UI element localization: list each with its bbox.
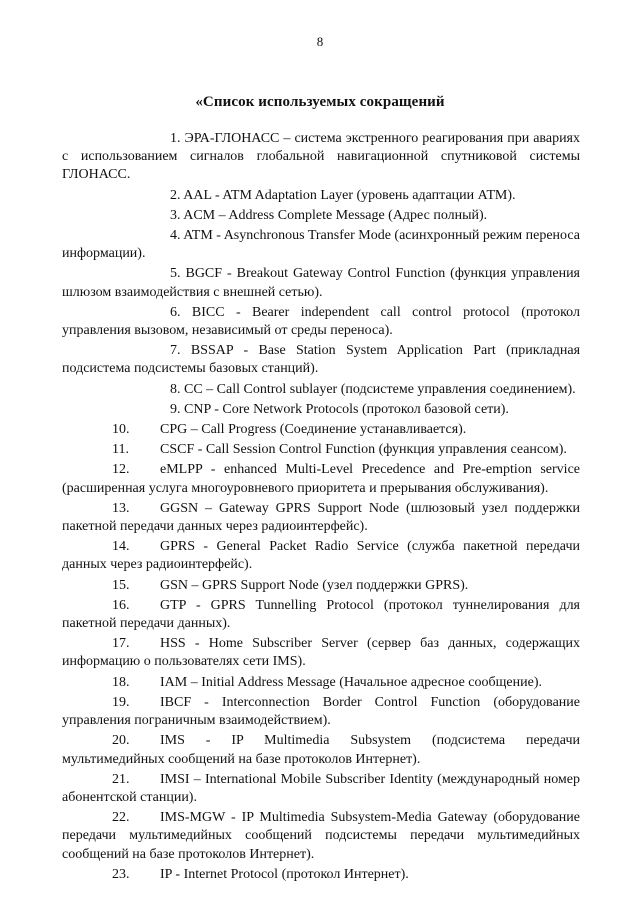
item-text: IMS-MGW - IP Multimedia Subsystem-Media Gateway (оборудование передачи мультимедийных сообщений подсистемы передачи мультимедийных сообщений на базе протоколов Интернет). (62, 810, 580, 862)
list-item (62, 265, 580, 301)
item-text: BSSAP - Base Station System Application Part (прикладная подсистема подсистемы базовых станций). (62, 343, 581, 377)
list-item (62, 130, 580, 185)
item-text: IAM – Initial Address Message (Начальное адресное сообщение). (160, 674, 542, 690)
item-number: 1. (170, 131, 181, 146)
item-text: CNP - Core Network Protocols (протокол базовой сети). (184, 401, 509, 417)
item-text: IBCF - Interconnection Border Control Function (оборудование управления пограничным взаимодействием). (62, 694, 580, 729)
item-number: 4. (170, 228, 181, 244)
item-number: 10. (112, 422, 130, 438)
list-item (62, 401, 580, 419)
list-item (62, 421, 580, 439)
item-text: IP - Internet Protocol (протокол Интернет). (160, 866, 409, 882)
item-number: 22. (112, 810, 130, 826)
item-number: 9. (170, 401, 181, 417)
item-number: 15. (112, 577, 130, 593)
item-number: 21. (112, 771, 130, 787)
item-number: 5. (170, 266, 181, 282)
list-item (62, 597, 580, 633)
item-number: 20. (112, 733, 130, 749)
item-number: 19. (112, 694, 130, 710)
item-number: 6. (170, 304, 181, 320)
item-number: 16. (112, 597, 130, 613)
list-item (62, 461, 580, 497)
item-number: 17. (112, 636, 130, 652)
item-text: BGCF - Breakout Gateway Control Function (функция управления шлюзом взаимодействия с внешней сетью). (62, 266, 580, 300)
item-number: 23. (112, 866, 130, 882)
item-text: IMSI – International Mobile Subscriber Identity (международный номер абонентской станции). (62, 771, 580, 805)
item-text: eMLPP - enhanced Multi-Level Precedence and Pre-emption service (расширенная услуга многоуровневого приоритета и прерывания обслуживания). (62, 462, 580, 496)
list-item (62, 732, 580, 768)
page-number: 8 (316, 34, 324, 49)
item-number: 12. (112, 462, 130, 478)
item-number: 2. (170, 187, 181, 203)
item-number: 3. (170, 207, 181, 223)
item-text: CSCF - Call Session Control Function (функция управления сеансом). (160, 442, 567, 458)
item-text: IMS - IP Multimedia Subsystem (подсистема передачи мультимедийных сообщений на базе протоколов Интернет). (62, 733, 580, 767)
document-title: «Список используемых сокращений (195, 94, 445, 110)
list-item (62, 342, 580, 378)
item-text: AAL - ATM Adaptation Layer (уровень адаптации АТМ). (183, 187, 516, 203)
list-item (62, 441, 580, 459)
list-item (62, 635, 580, 671)
list-item (62, 187, 580, 205)
item-number: 18. (112, 674, 130, 690)
item-number: 14. (112, 539, 130, 555)
list-item (62, 674, 580, 692)
list-item (62, 500, 580, 536)
item-text: GGSN – Gateway GPRS Support Node (шлюзовый узел поддержки пакетной передачи данных через радиоинтерфейс). (62, 500, 580, 535)
item-text: ATM - Asynchronous Transfer Mode (асинхронный режим переноса информации). (62, 228, 580, 262)
list-item (62, 304, 580, 340)
list-item (62, 866, 580, 884)
item-text: GTP - GPRS Tunnelling Protocol (протокол туннелирования для пакетной передачи данных). (62, 597, 580, 632)
item-text: HSS - Home Subscriber Server (сервер баз данных, содержащих информацию о пользователях сети IMS). (62, 636, 580, 670)
list-item (62, 809, 580, 864)
list-item (62, 538, 580, 574)
item-text: GSN – GPRS Support Node (узел поддержки GPRS). (160, 577, 469, 593)
item-number: 13. (112, 500, 130, 516)
list-item (62, 694, 580, 730)
item-text: CPG – Call Progress (Соединение устанавливается). (160, 422, 467, 438)
item-number: 7. (170, 343, 181, 359)
item-text: CC – Call Control sublayer (подсистеме управления соединением). (184, 381, 576, 397)
item-text: ЭРА-ГЛОНАСС – система экстренного реагирования при авариях с использованием сигналов глобальной навигационной спутниковой системы ГЛОНАСС. (62, 131, 580, 183)
list-item (62, 227, 580, 263)
list-item (62, 207, 580, 225)
item-number: 11. (112, 442, 129, 458)
item-text: GPRS - General Packet Radio Service (служба пакетной передачи данных через радиоинтерфейс). (62, 539, 580, 573)
item-text: BICC - Bearer independent call control protocol (протокол управления вызовом, независимый от среды переноса). (62, 304, 580, 339)
item-text: ACM – Address Complete Message (Адрес полный). (183, 207, 488, 223)
list-item (62, 771, 580, 807)
list-item (62, 381, 580, 399)
list-item (62, 577, 580, 595)
item-number: 8. (170, 381, 181, 397)
abbreviation-list (62, 130, 580, 886)
